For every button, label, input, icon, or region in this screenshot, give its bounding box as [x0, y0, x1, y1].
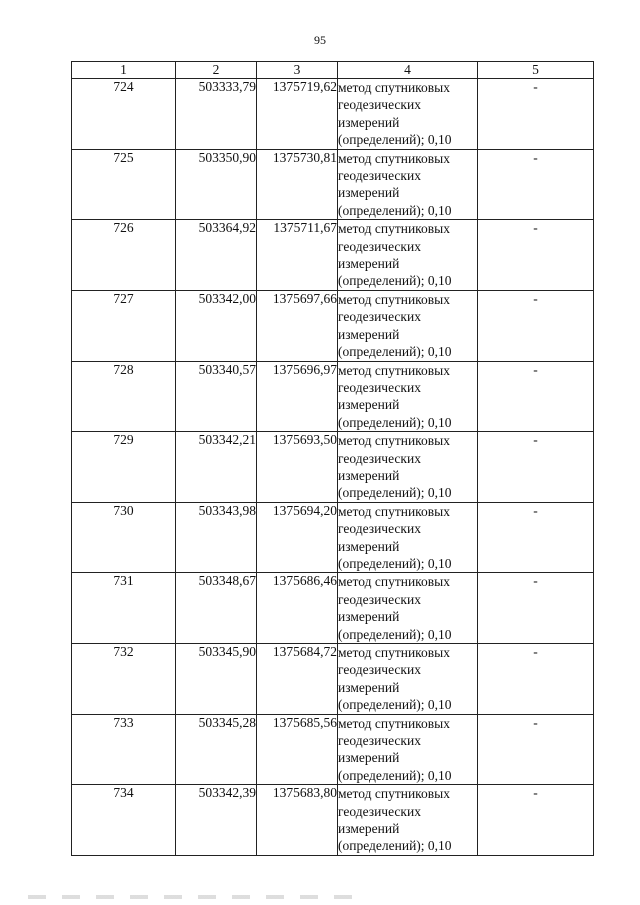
point-number-cell: 730: [72, 502, 176, 573]
method-line: измерений: [338, 750, 400, 766]
table-header: [72, 62, 594, 79]
method-line: (определений); 0,10: [338, 485, 452, 501]
table-row: [72, 290, 594, 361]
point-number-cell: 728: [72, 361, 176, 432]
y-coordinate-cell: 1375697,66: [257, 290, 338, 361]
method-cell: [338, 361, 478, 432]
table-row: [72, 361, 594, 432]
table-body: [72, 79, 594, 856]
method-cell: [338, 149, 478, 220]
description-cell: -: [478, 714, 594, 785]
y-coordinate-cell: 1375684,72: [257, 644, 338, 715]
method-line: (определений); 0,10: [338, 838, 452, 854]
x-coordinate-cell: 503333,79: [176, 79, 257, 150]
method-line: (определений); 0,10: [338, 626, 452, 642]
description-cell: -: [478, 502, 594, 573]
y-coordinate-cell: 1375686,46: [257, 573, 338, 644]
method-line: измерений: [338, 609, 400, 625]
table-header-row: [72, 62, 594, 79]
description-cell: -: [478, 149, 594, 220]
method-line: геодезических: [338, 803, 421, 819]
method-line: геодезических: [338, 450, 421, 466]
method-cell: [338, 290, 478, 361]
x-coordinate-cell: 503342,21: [176, 432, 257, 503]
x-coordinate-cell: 503342,00: [176, 290, 257, 361]
description-cell: -: [478, 644, 594, 715]
method-line: метод спутниковых: [338, 150, 450, 166]
table-row: [72, 220, 594, 291]
method-line: геодезических: [338, 309, 421, 325]
method-cell: [338, 785, 478, 856]
column-header-2: 2: [176, 62, 257, 79]
method-line: (определений); 0,10: [338, 132, 452, 148]
page-number: 95: [314, 33, 326, 47]
method-cell: [338, 714, 478, 785]
method-line: измерений: [338, 397, 400, 413]
point-number-cell: 727: [72, 290, 176, 361]
table-row: [72, 502, 594, 573]
point-number-cell: 729: [72, 432, 176, 503]
x-coordinate-cell: 503342,39: [176, 785, 257, 856]
method-line: (определений); 0,10: [338, 344, 452, 360]
method-line: геодезических: [338, 662, 421, 678]
table-row: [72, 432, 594, 503]
method-line: (определений); 0,10: [338, 767, 452, 783]
column-header-5: 5: [478, 62, 594, 79]
method-line: измерений: [338, 114, 400, 130]
method-line: метод спутниковых: [338, 80, 450, 95]
method-cell: [338, 432, 478, 503]
method-line: геодезических: [338, 379, 421, 395]
x-coordinate-cell: 503350,90: [176, 149, 257, 220]
point-number-cell: 731: [72, 573, 176, 644]
method-cell: [338, 220, 478, 291]
method-line: геодезических: [338, 97, 421, 113]
method-cell: [338, 79, 478, 150]
x-coordinate-cell: 503364,92: [176, 220, 257, 291]
method-line: метод спутниковых: [338, 645, 450, 660]
method-line: метод спутниковых: [338, 715, 450, 731]
method-line: геодезических: [338, 238, 421, 254]
method-line: (определений); 0,10: [338, 202, 452, 218]
column-header-3: 3: [257, 62, 338, 79]
point-number-cell: 725: [72, 149, 176, 220]
method-line: измерений: [338, 538, 400, 554]
method-line: геодезических: [338, 591, 421, 607]
x-coordinate-cell: 503343,98: [176, 502, 257, 573]
method-line: (определений); 0,10: [338, 273, 452, 289]
x-coordinate-cell: 503345,90: [176, 644, 257, 715]
x-coordinate-cell: 503340,57: [176, 361, 257, 432]
y-coordinate-cell: 1375693,50: [257, 432, 338, 503]
method-cell: [338, 644, 478, 715]
method-line: измерений: [338, 185, 400, 201]
method-line: геодезических: [338, 521, 421, 537]
description-cell: -: [478, 432, 594, 503]
method-line: метод спутниковых: [338, 503, 450, 519]
column-header-4: 4: [338, 62, 478, 79]
x-coordinate-cell: 503348,67: [176, 573, 257, 644]
table-row: [72, 79, 594, 150]
method-line: (определений); 0,10: [338, 414, 452, 430]
table-row: [72, 714, 594, 785]
description-cell: -: [478, 290, 594, 361]
y-coordinate-cell: 1375719,62: [257, 79, 338, 150]
coordinates-table: [71, 61, 594, 856]
x-coordinate-cell: 503345,28: [176, 714, 257, 785]
column-header-1: 1: [72, 62, 176, 79]
method-line: метод спутниковых: [338, 786, 450, 802]
method-line: измерений: [338, 326, 400, 342]
description-cell: -: [478, 785, 594, 856]
method-line: измерений: [338, 821, 400, 837]
y-coordinate-cell: 1375711,67: [257, 220, 338, 291]
method-line: метод спутниковых: [338, 574, 450, 590]
description-cell: -: [478, 79, 594, 150]
method-line: метод спутниковых: [338, 221, 450, 237]
point-number-cell: 726: [72, 220, 176, 291]
method-line: геодезических: [338, 168, 421, 184]
method-line: (определений); 0,10: [338, 555, 452, 571]
description-cell: -: [478, 361, 594, 432]
method-line: метод спутниковых: [338, 362, 450, 378]
point-number-cell: 724: [72, 79, 176, 150]
point-number-cell: 734: [72, 785, 176, 856]
method-line: геодезических: [338, 733, 421, 749]
y-coordinate-cell: 1375683,80: [257, 785, 338, 856]
y-coordinate-cell: 1375730,81: [257, 149, 338, 220]
scan-artifact: [28, 895, 368, 899]
method-line: измерений: [338, 679, 400, 695]
point-number-cell: 733: [72, 714, 176, 785]
table-row: [72, 785, 594, 856]
method-line: измерений: [338, 256, 400, 272]
table-row: [72, 149, 594, 220]
method-line: измерений: [338, 467, 400, 483]
table-row: [72, 573, 594, 644]
description-cell: -: [478, 220, 594, 291]
method-line: метод спутниковых: [338, 433, 450, 449]
point-number-cell: 732: [72, 644, 176, 715]
y-coordinate-cell: 1375696,97: [257, 361, 338, 432]
method-cell: [338, 502, 478, 573]
table-row: [72, 644, 594, 715]
method-line: метод спутниковых: [338, 291, 450, 307]
description-cell: -: [478, 573, 594, 644]
method-line: (определений); 0,10: [338, 697, 452, 713]
y-coordinate-cell: 1375685,56: [257, 714, 338, 785]
method-cell: [338, 573, 478, 644]
y-coordinate-cell: 1375694,20: [257, 502, 338, 573]
